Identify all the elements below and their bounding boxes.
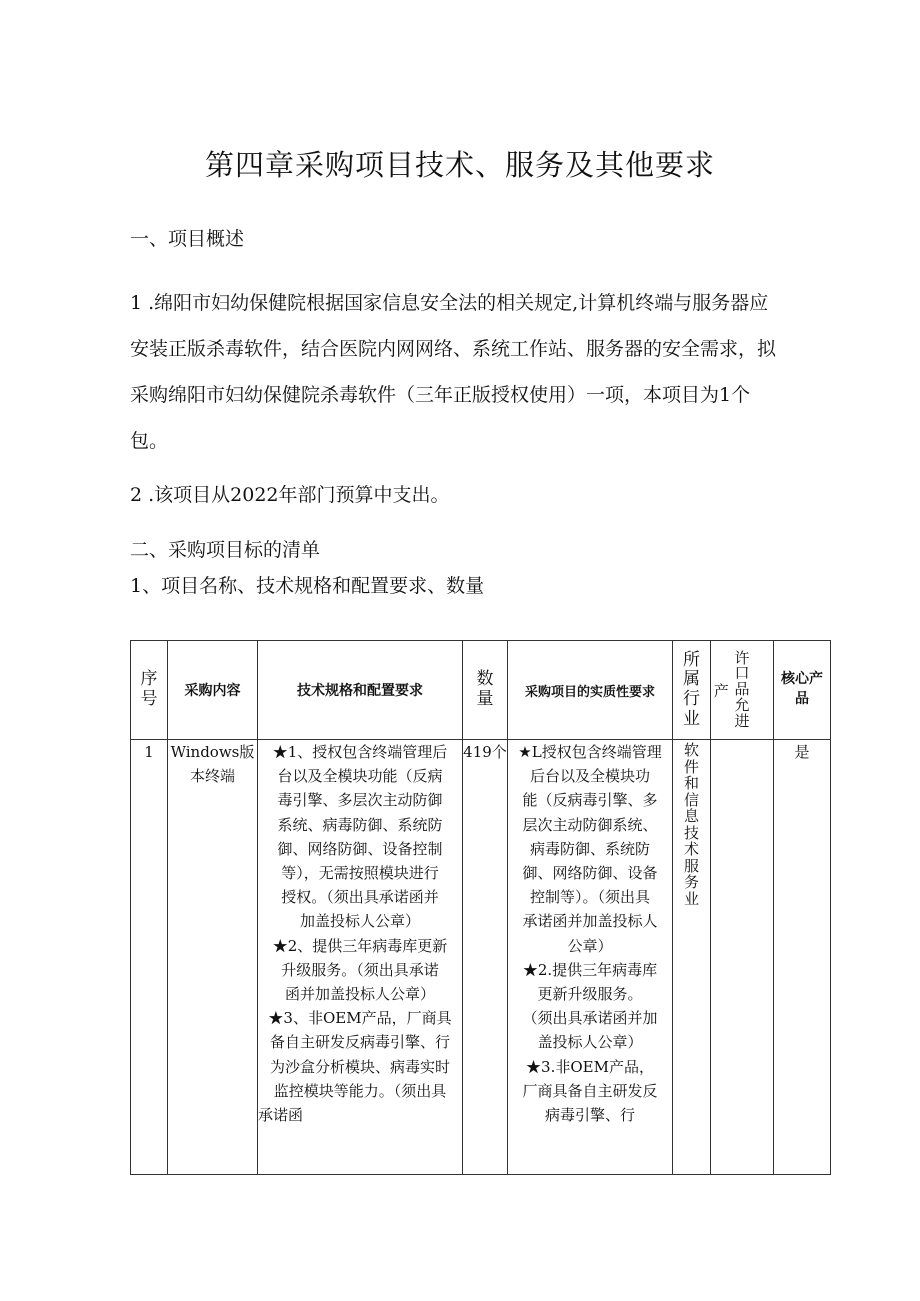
substantive-line: 病毒防御、系统防 — [529, 839, 650, 858]
table-header-row — [131, 641, 831, 740]
substantive-line: 更新升级服务。 — [537, 985, 643, 1004]
header-import-prefix: 产 — [713, 682, 729, 700]
cell-tech — [258, 740, 463, 1175]
substantive-line: 承诺函并加盖投标人 — [522, 912, 658, 931]
substantive-line: 厂商具备自主研发反 — [522, 1081, 658, 1100]
header-industry: 所属行业 — [673, 641, 711, 740]
tech-line: 加盖投标人公章） — [299, 912, 420, 931]
header-content: 采购内容 — [168, 641, 258, 740]
tech-line: 函并加盖投标人公章） — [284, 985, 435, 1004]
procurement-table — [130, 640, 831, 1175]
tech-line: 备自主研发反病毒引擎、行 — [269, 1033, 450, 1052]
substantive-line: 层次主动防御系统、 — [522, 815, 658, 834]
section-heading-list: 二、采购项目标的清单 — [130, 539, 321, 561]
header-tech: 技术规格和配置要求 — [258, 641, 463, 740]
paragraph-line: 包。 — [130, 430, 169, 452]
tech-line: 御、网络防御、设备控制 — [277, 839, 443, 858]
tech-line: 为沙盒分析模块、病毒实时 — [269, 1057, 450, 1076]
substantive-line: 病毒引擎、行 — [544, 1106, 635, 1125]
substantive-line: ★2.提供三年病毒库 — [522, 960, 658, 979]
header-qty: 数量 — [463, 641, 508, 740]
substantive-line: 盖投标人公章） — [537, 1033, 643, 1052]
section-heading-overview: 一、项目概述 — [130, 228, 245, 250]
cell-qty: 419个 — [463, 740, 508, 1175]
cell-industry: 软件和信息技术服务业 — [673, 740, 711, 1175]
cell-seq: 1 — [131, 740, 168, 1175]
tech-line: ★1、授权包含终端管理后 — [272, 743, 448, 761]
paragraph-line: 安装正版杀毒软件，结合医院内网网络、系统工作站、服务器的安全需求，拟 — [130, 338, 777, 360]
tech-line: 毒引擎、多层次主动防御 — [277, 791, 443, 810]
substantive-line: 后台以及全模块功 — [529, 767, 650, 786]
cell-core: 是 — [774, 740, 831, 1175]
page-title: 第四章采购项目技术、服务及其他要求 — [204, 148, 715, 182]
substantive-line: 控制等）。（须出具 — [529, 888, 650, 907]
tech-line: 监控模块等能力。（须出具 — [273, 1081, 447, 1100]
header-substantive: 采购项目的实质性要求 — [508, 641, 673, 740]
substantive-line: 能（反病毒引擎、多 — [522, 791, 658, 810]
substantive-line: ★3.非OEM产品， — [526, 1057, 654, 1076]
cell-substantive — [508, 740, 673, 1175]
tech-line: ★2、提供三年病毒库更新 — [272, 936, 448, 955]
paragraph-line: 采购绵阳市妇幼保健院杀毒软件（三年正版授权使用）一项，本项目为1个 — [130, 384, 751, 406]
header-core: 核心产品 — [774, 641, 831, 740]
tech-line: 台以及全模块功能（反病 — [277, 767, 443, 786]
substantive-line: 公章） — [567, 936, 613, 955]
cell-content: Windows版本终端 — [168, 740, 258, 1175]
overview-paragraph-2: 2 .该项目从2022年部门预算中支出。 — [130, 484, 450, 506]
substantive-line: ★L授权包含终端管理 — [518, 743, 662, 761]
overview-paragraph-1 — [130, 280, 810, 464]
tech-line: ★3、非OEM产品，厂商具 — [268, 1009, 452, 1028]
substantive-line: 御、网络防御、设备 — [522, 864, 658, 883]
tech-line: 升级服务。（须出具承诺 — [281, 960, 439, 979]
table-row — [131, 740, 831, 1175]
header-import-text: 许口品允进 — [734, 648, 750, 730]
header-seq: 序号 — [131, 641, 168, 740]
tech-line: 授权。（须出具承诺函并 — [281, 888, 439, 907]
section-subheading: 1、项目名称、技术规格和配置要求、数量 — [130, 575, 485, 597]
cell-import — [711, 740, 774, 1175]
substantive-line: （须出具承诺函并加 — [522, 1009, 658, 1028]
paragraph-line: 1 .绵阳市妇幼保健院根据国家信息安全法的相关规定,计算机终端与服务器应 — [130, 292, 769, 314]
header-import — [711, 641, 774, 740]
tech-line: 承诺函 — [258, 1106, 304, 1125]
tech-line: 等），无需按照模块进行 — [281, 864, 439, 883]
tech-line: 系统、病毒防御、系统防 — [277, 815, 443, 834]
